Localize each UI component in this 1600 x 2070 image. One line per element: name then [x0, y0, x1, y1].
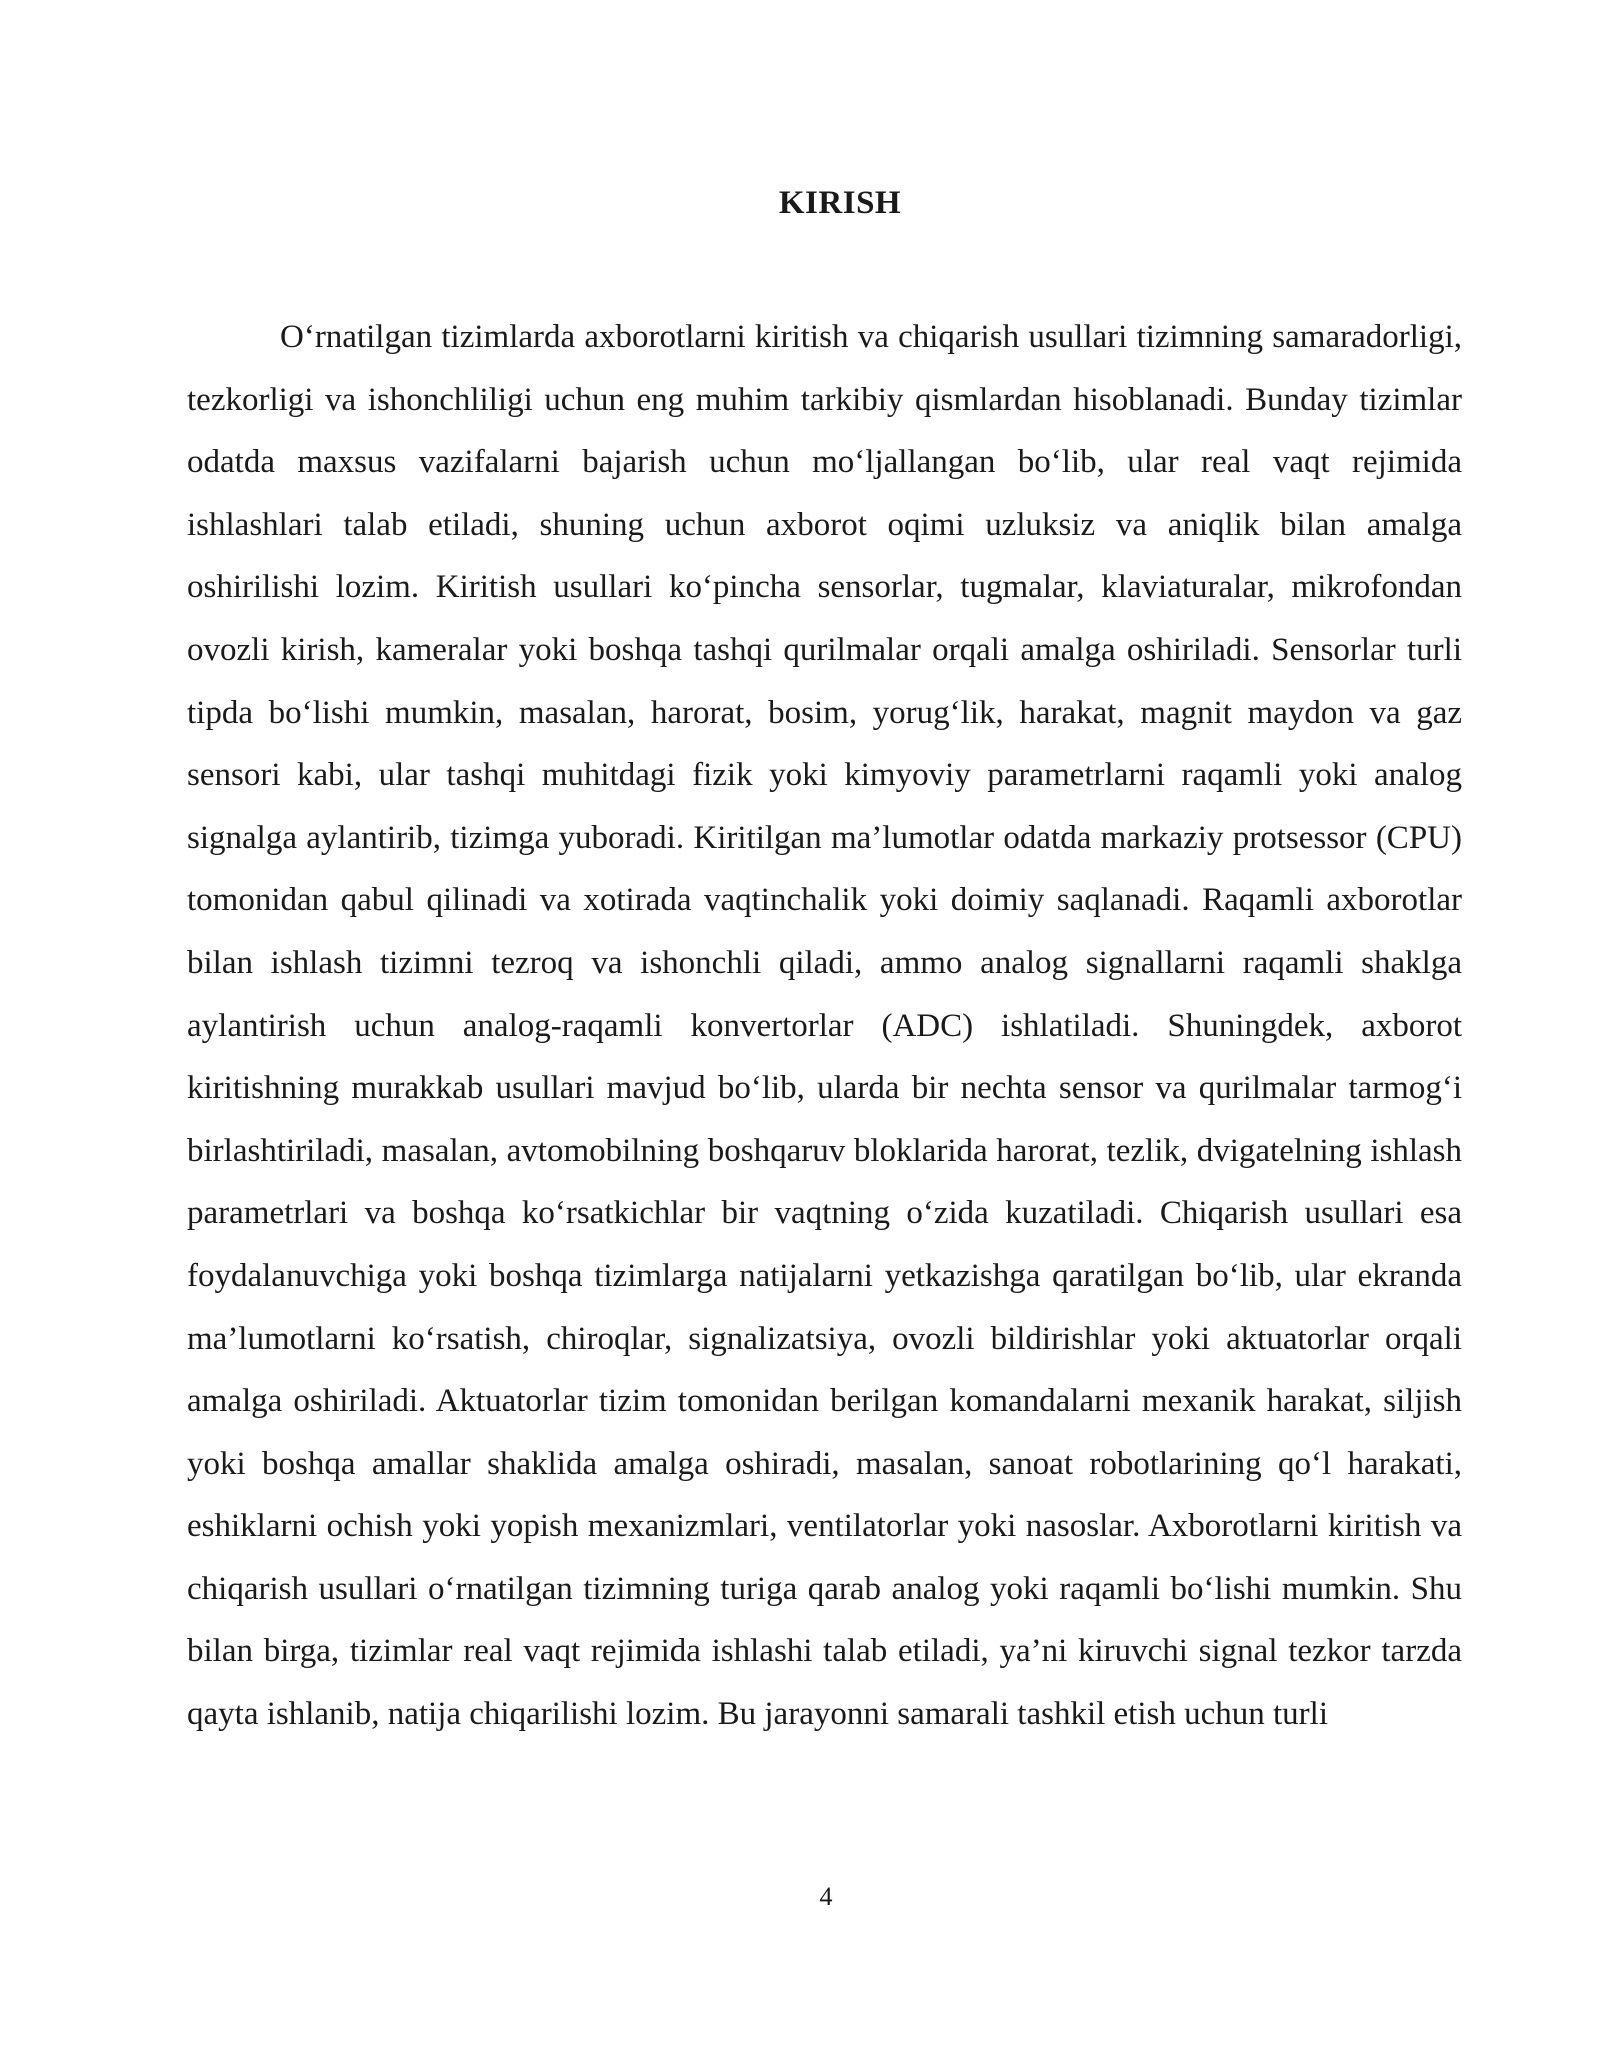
page-title: KIRISH	[778, 185, 902, 221]
page-number: 4	[819, 1882, 833, 1911]
body-paragraph: O‘rnatilgan tizimlarda axborotlarni kiritish va chiqarish usullari tizimning samaradorligi, tezkorligi va ishonchliligi uchun eng muhim tarkibiy qismlardan hisoblanadi. Bunday tizimlar odatda maxsus vazifalarni bajarish uchun mo‘ljallangan bo‘lib, ular real vaqt rejimida ishlashlari talab etiladi, shuning uchun axborot oqimi uzluksiz va aniqlik bilan amalga oshirilishi lozim. Kiritish usullari ko‘pincha sensorlar, tugmalar, klaviaturalar, mikrofondan ovozli kirish, kameralar yoki boshqa tashqi qurilmalar orqali amalga oshiriladi. Sensorlar turli tipda bo‘lishi mumkin, masalan, harorat, bosim, yorug‘lik, harakat, magnit maydon va gaz sensori kabi, ular tashqi muhitdagi fizik yoki kimyoviy parametrlarni raqamli yoki analog signalga aylantirib, tizimga yuboradi. Kiritilgan ma’lumotlar odatda markaziy protsessor (CPU) tomonidan qabul qilinadi va xotirada vaqtinchalik yoki doimiy saqlanadi. Raqamli axborotlar bilan ishlash tizimni tezroq va ishonchli qiladi, ammo analog signallarni raqamli shaklga aylantirish uchun analog-raqamli konvertorlar (ADC) ishlatiladi. Shuningdek, axborot kiritishning murakkab usullari mavjud bo‘lib, ularda bir nechta sensor va qurilmalar tarmog‘i birlashtiriladi, masalan, avtomobilning boshqaruv bloklarida harorat, tezlik, dvigatelning ishlash parametrlari va boshqa ko‘rsatkichlar bir vaqtning o‘zida kuzatiladi. Chiqarish usullari esa foydalanuvchiga yoki boshqa tizimlarga natijalarni yetkazishga qaratilgan bo‘lib, ular ekranda ma’lumotlarni ko‘rsatish, chiroqlar, signalizatsiya, ovozli bildirishlar yoki aktuatorlar orqali amalga oshiriladi. Aktuatorlar tizim tomonidan berilgan komandalarni mexanik harakat, siljish yoki boshqa amallar shaklida amalga oshiradi, masalan, sanoat robotlarining qo‘l harakati, eshiklarni ochish yoki yopish mexanizmlari, ventilatorlar yoki nasoslar. Axborotlarni kiritish va chiqarish usullari o‘rnatilgan tizimning turiga qarab analog yoki raqamli bo‘lishi mumkin. Shu bilan birga, tizimlar real vaqt rejimida ishlashi talab etiladi, ya’ni kiruvchi signal tezkor tarzda qayta ishlanib, natija chiqarilishi lozim. Bu jarayonni samarali tashkil etish uchun turli	[187, 319, 1462, 1733]
